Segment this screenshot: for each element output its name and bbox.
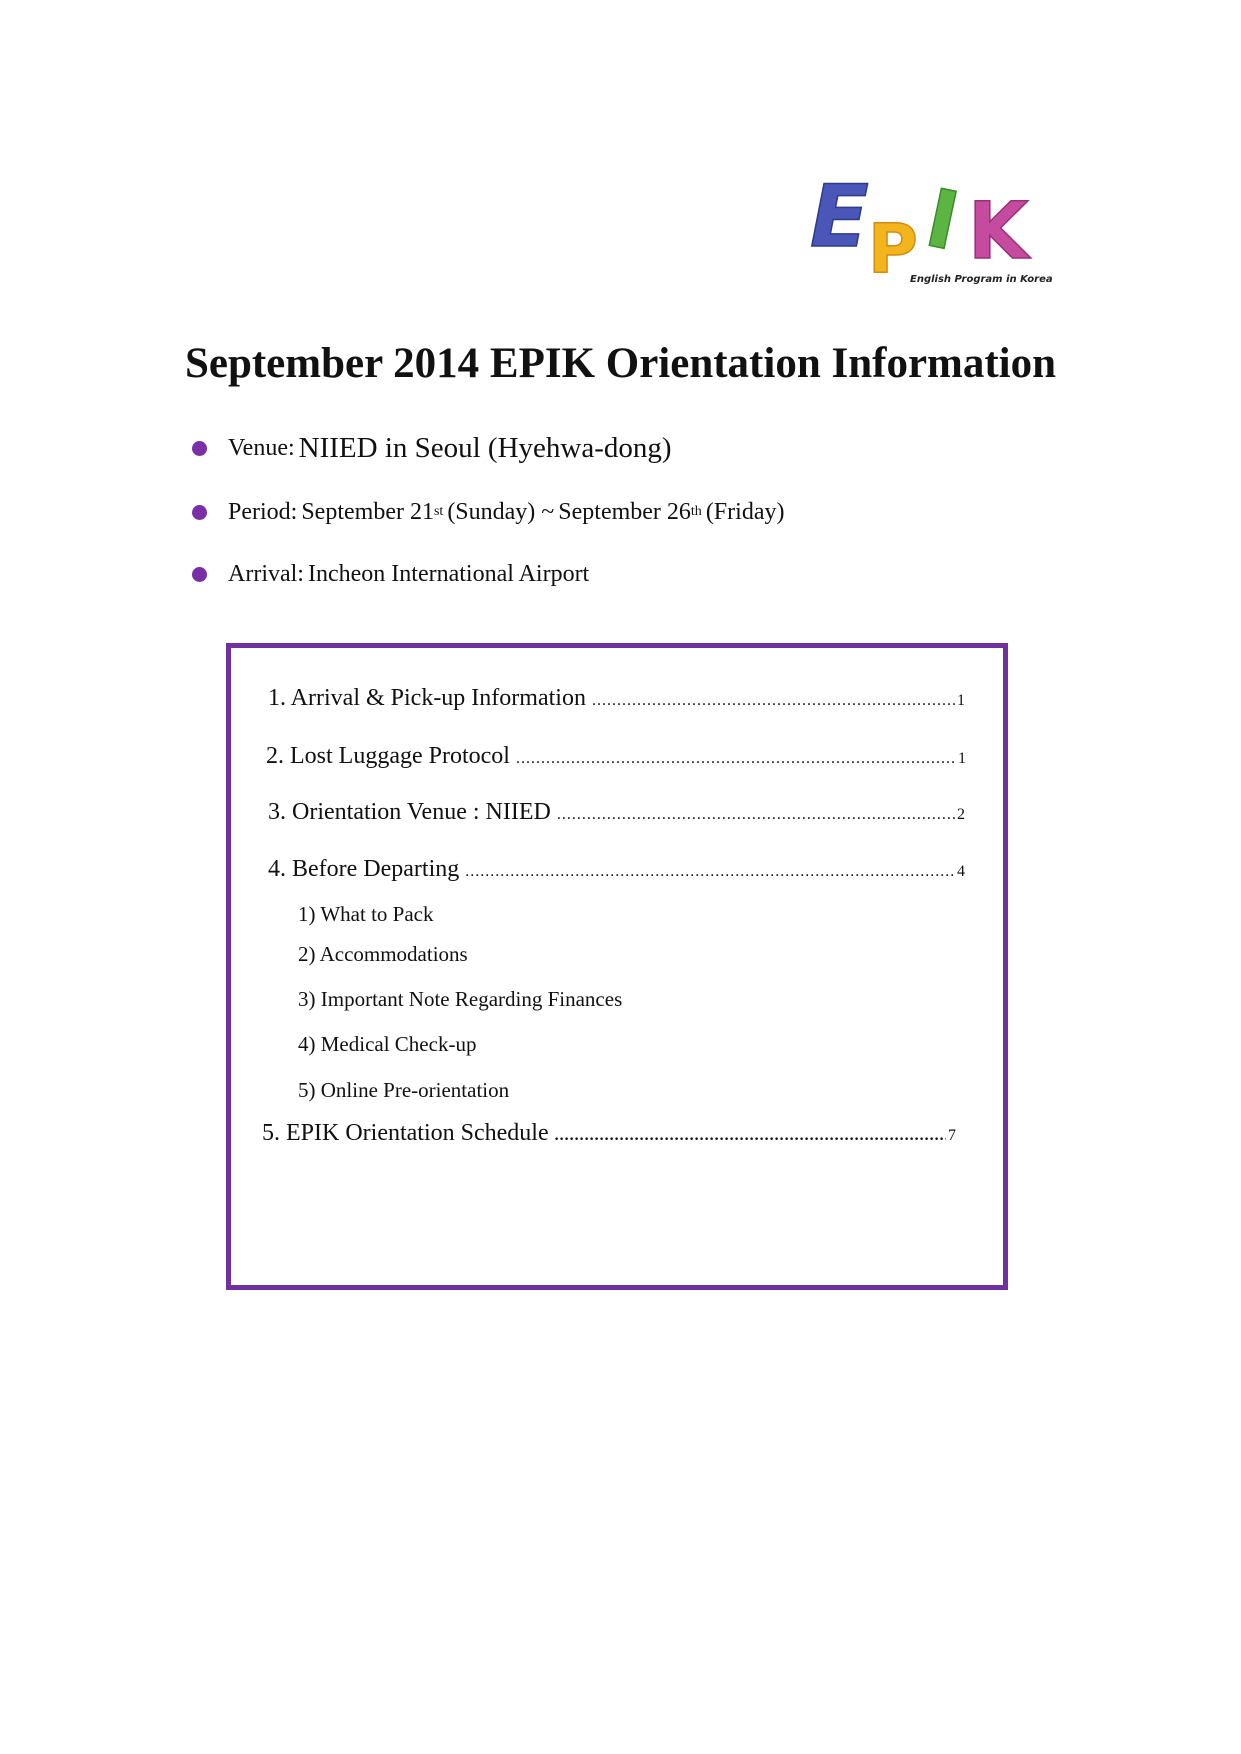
logo-letter-i: I	[918, 171, 967, 269]
period-start-day: (Sunday) ~	[447, 498, 555, 525]
toc-leader-dots	[592, 692, 955, 710]
toc-item-label: 2. Lost Luggage Protocol	[266, 743, 510, 769]
arrival-value: Incheon International Airport	[307, 560, 590, 587]
toc-item-venue[interactable]	[268, 799, 965, 826]
venue-value: NIIED in Seoul (Hyehwa-dong)	[298, 431, 672, 464]
toc-subitem-finances[interactable]: 3) Important Note Regarding Finances	[298, 987, 623, 1011]
toc-item-page: 7	[948, 1127, 956, 1144]
toc-leader-dots	[557, 806, 955, 824]
toc-subitem-pre-orientation[interactable]: 5) Online Pre-orientation	[298, 1078, 510, 1102]
toc-item-before-departing[interactable]	[268, 856, 965, 883]
bullet-dot-icon	[192, 505, 207, 520]
toc-subitem-medical[interactable]: 4) Medical Check-up	[298, 1032, 477, 1056]
logo-letter-k: K	[968, 187, 1029, 277]
logo-letter-p: P	[868, 210, 918, 289]
toc-item-page: 1	[957, 692, 965, 709]
logo-tagline: English Program in Korea	[910, 274, 1053, 285]
page-title: September 2014 EPIK Orientation Information	[184, 340, 1057, 387]
arrival-label: Arrival:	[228, 560, 304, 587]
toc-item-schedule[interactable]	[262, 1120, 956, 1147]
logo-letter-e: E	[810, 168, 869, 267]
toc-leader-dots	[465, 863, 955, 881]
epik-logo	[810, 168, 1060, 292]
arrival-bullet	[192, 554, 589, 594]
period-label: Period:	[228, 498, 298, 525]
toc-item-lost-luggage[interactable]	[266, 743, 966, 770]
toc-item-page: 1	[958, 750, 966, 767]
venue-label: Venue:	[228, 434, 295, 461]
toc-item-arrival[interactable]	[268, 685, 965, 712]
toc-item-label: 1. Arrival & Pick-up Information	[268, 685, 586, 711]
bullet-dot-icon	[192, 567, 207, 582]
toc-subitem-accommodations[interactable]: 2) Accommodations	[298, 942, 468, 966]
toc-subitem-what-to-pack[interactable]: 1) What to Pack	[298, 902, 434, 926]
toc-item-label: 5. EPIK Orientation Schedule	[262, 1120, 549, 1146]
toc-item-label: 4. Before Departing	[268, 856, 460, 882]
period-bullet: Period: September 21 st (Sunday) ~ September 26 th (Friday)	[192, 492, 784, 532]
toc-item-label: 3. Orientation Venue : NIIED	[268, 799, 551, 825]
bullet-dot-icon	[192, 441, 207, 456]
table-of-contents	[226, 643, 1008, 1290]
period-end: September 26	[558, 498, 691, 525]
venue-bullet	[192, 428, 672, 468]
period-end-day: (Friday)	[705, 498, 785, 525]
period-start: September 21	[301, 498, 434, 525]
toc-item-page: 4	[957, 863, 965, 880]
toc-leader-dots	[516, 750, 956, 768]
toc-item-page: 2	[957, 806, 965, 823]
toc-leader-dots	[555, 1127, 946, 1145]
